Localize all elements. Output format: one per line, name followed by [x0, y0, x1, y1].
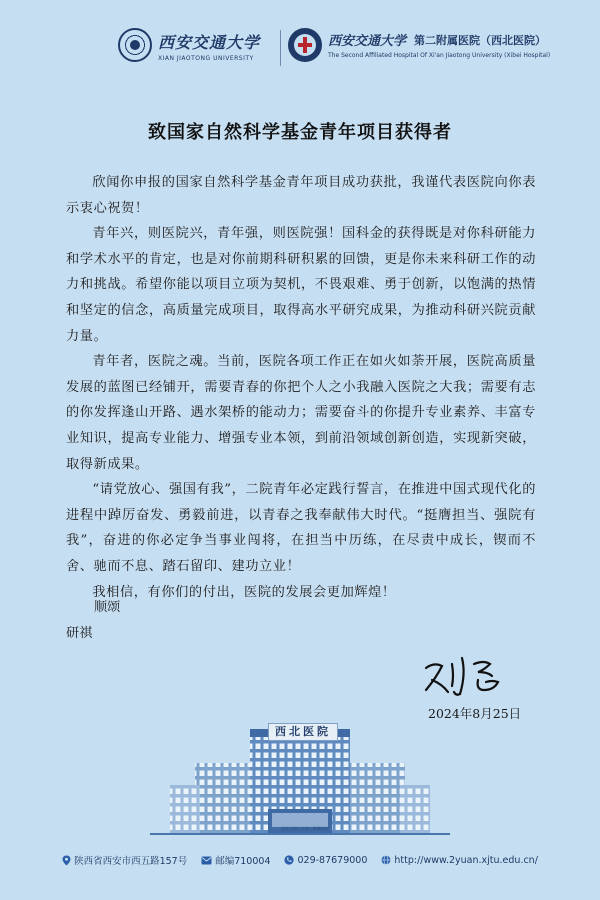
footer-contact-bar: [0, 848, 600, 872]
closing-wish: 研祺: [66, 626, 93, 641]
hospital-seal-icon: [288, 28, 322, 62]
footer-postcode-text: 邮编710004: [215, 856, 271, 867]
header: [0, 26, 600, 76]
location-pin-icon: [62, 855, 71, 866]
phone-icon: [284, 855, 294, 865]
letter-title: 致国家自然科学基金青年项目获得者: [148, 122, 452, 143]
footer-website-link[interactable]: http://www.2yuan.xjtu.edu.cn/: [394, 854, 538, 866]
paragraph-1: 欣闻你申报的国家自然科学基金青年项目成功获批，我谨代表医院向你表示衷心祝贺！: [66, 175, 536, 216]
header-divider: [280, 30, 281, 66]
footer-postcode: [201, 853, 270, 867]
building-sign: 西北医院: [268, 723, 338, 741]
footer-phone-text: 029-87679000: [297, 854, 368, 866]
mail-icon: [201, 856, 212, 865]
footer-website: [381, 855, 538, 866]
hospital-university-name: 西安交通大学: [328, 34, 407, 49]
hospital-building-illustration: [150, 715, 450, 840]
footer-address: [62, 853, 187, 867]
university-seal-icon: [118, 28, 152, 62]
handwritten-signature: [412, 650, 522, 700]
letter-date: 2024年8月25日: [428, 706, 522, 721]
university-english-name: XIAN JIAOTONG UNIVERSITY: [158, 55, 254, 62]
footer-phone: [284, 855, 367, 866]
building-caption: 西安交通大学第二附属医院: [281, 826, 329, 831]
hospital-english-name: The Second Affiliated Hospital Of Xi'an Jiaotong University (Xibei Hospital): [328, 52, 551, 59]
paragraph-2: 青年兴，则医院兴，青年强，则医院强！国科金的获得既是对你科研能力和学术水平的肯定，也是对你前期科研积累的回馈，更是你未来科研工作的动力和挑战。希望你能以项目立项为契机，不畏艰难、勇于创新，以饱满的热情和坚定的信念，高质量完成项目，取得高水平研究成果，为推动科研兴院贡献力量。: [66, 226, 536, 344]
paragraph-4: “请党放心、强国有我”，二院青年必定践行誓言，在推进中国式现代化的进程中踔厉奋发、勇毅前进，以青春之我奉献伟大时代。“挺膺担当、强院有我”，奋进的你必定争当事业闯将，在担当中历练，在尽责中成长，锲而不舍、驰而不息、踏石留印、建功立业！: [66, 482, 536, 574]
university-name: 西安交通大学: [158, 33, 261, 52]
paragraph-5: 我相信，有你们的付出，医院的发展会更加辉煌！: [92, 584, 396, 600]
globe-icon: [381, 855, 391, 865]
paragraph-3: 青年者，医院之魂。当前，医院各项工作正在如火如荼开展，医院高质量发展的蓝图已经铺开，需要青春的你把个人之小我融入医院之大我；需要有志的你发挥逢山开路、遇水架桥的能动力；需要奋斗的你提升专业素养、丰富专业知识，提高专业能力、增强专业本领，到前沿领域创新创造，实现新突破，取得新成果。: [66, 354, 536, 472]
letter-body: [66, 170, 536, 605]
closing-greeting: 顺颂: [94, 600, 121, 615]
footer-address-text: 陕西省西安市西五路157号: [74, 856, 188, 867]
hospital-name: 第二附属医院（西北医院）: [414, 34, 546, 47]
